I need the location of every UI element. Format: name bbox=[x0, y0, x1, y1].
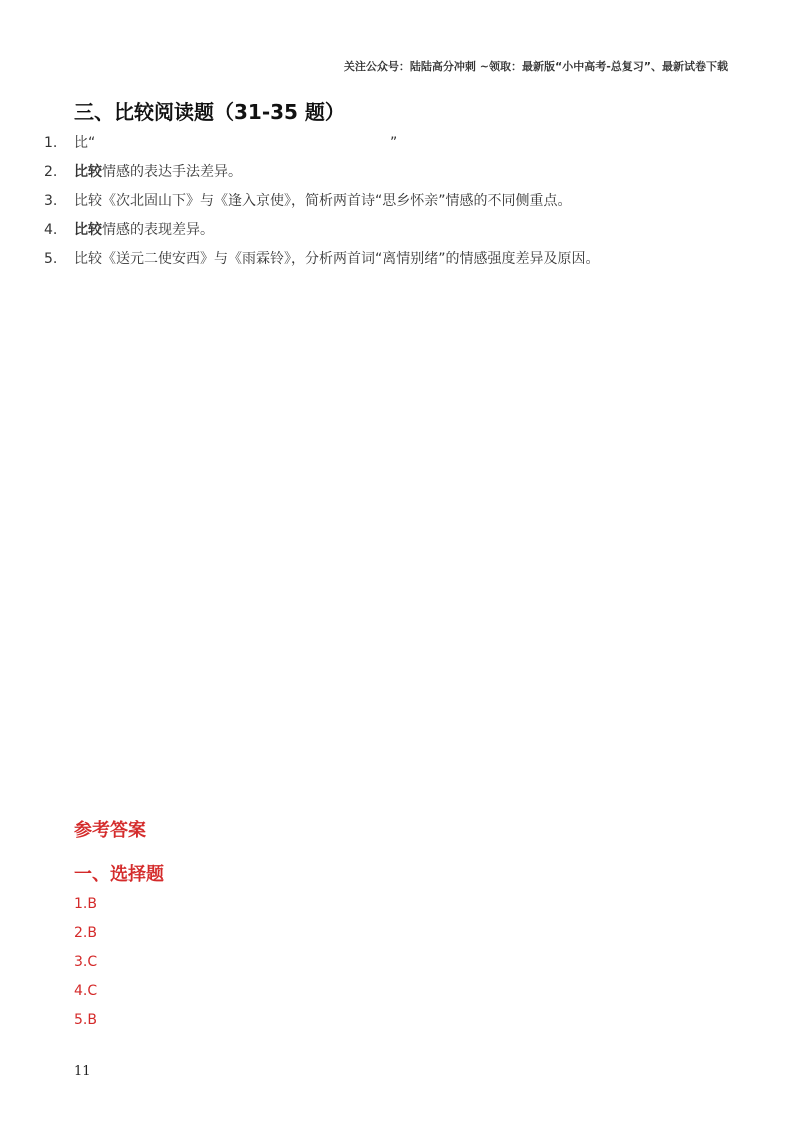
question-text bbox=[74, 163, 242, 181]
answers-subtitle: 一、选择题 bbox=[74, 864, 164, 885]
question-text bbox=[74, 221, 214, 239]
question-item-4 bbox=[44, 221, 744, 250]
question-number: 1. bbox=[44, 135, 58, 151]
question-text: 比“ bbox=[74, 135, 96, 151]
question-number: 3. bbox=[44, 193, 58, 209]
answer-item: 3.C bbox=[74, 954, 98, 970]
question-list bbox=[44, 134, 744, 279]
question-quote-end: ” bbox=[390, 135, 398, 151]
question-lead: 比较 bbox=[74, 222, 102, 238]
header-note: 关注公众号：陆陆高分冲刺 ~领取：最新版“小中高考-总复习”、最新试卷下载 bbox=[343, 60, 728, 73]
question-text: 比较《送元二使安西》与《雨霖铃》，分析两首词“离情别绪”的情感强度差异及原因。 bbox=[74, 251, 600, 267]
question-item-2 bbox=[44, 163, 744, 192]
question-item-3 bbox=[44, 192, 744, 221]
question-body: 情感的表达手法差异。 bbox=[102, 164, 242, 180]
question-lead: 比较 bbox=[74, 164, 102, 180]
answer-item: 1.B bbox=[74, 896, 97, 912]
question-item-5 bbox=[44, 250, 744, 279]
answer-list bbox=[74, 895, 97, 1040]
page-number: 11 bbox=[74, 1064, 91, 1079]
question-number: 5. bbox=[44, 251, 58, 267]
question-number: 4. bbox=[44, 222, 58, 238]
answer-item: 4.C bbox=[74, 983, 98, 999]
question-body: 情感的表现差异。 bbox=[102, 222, 214, 238]
answers-title: 参考答案 bbox=[74, 820, 146, 841]
answer-item: 2.B bbox=[74, 925, 97, 941]
question-text: 比较《次北固山下》与《逢入京使》，简析两首诗“思乡怀亲”情感的不同侧重点。 bbox=[74, 193, 572, 209]
section-title: 三、比较阅读题（31-35 题） bbox=[74, 100, 345, 124]
question-number: 2. bbox=[44, 164, 58, 180]
question-item-1 bbox=[44, 134, 744, 163]
answer-item: 5.B bbox=[74, 1012, 97, 1028]
